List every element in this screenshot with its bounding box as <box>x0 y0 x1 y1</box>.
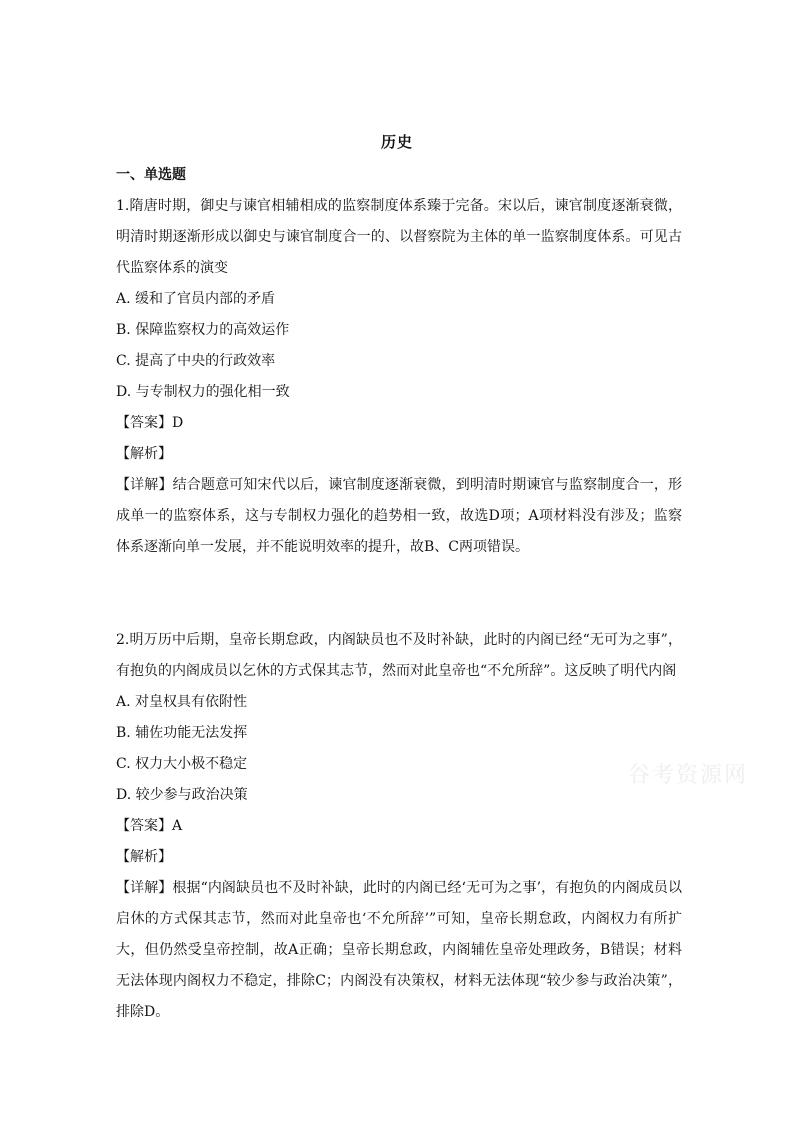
analysis-label: 【解析】 <box>116 446 172 462</box>
option-c: C. 权力大小极不稳定 <box>116 756 248 772</box>
detail-explanation: 【详解】结合题意可知宋代以后，谏官制度逐渐衰微，到明清时期谏官与监察制度合一，形成单一的监察体系，这与专制权力强化的趋势相一致，故选D项；A项材料没有涉及；监察体系逐渐向单一发展，并不能说明效率的提升，故B、C两项错误。 <box>116 477 682 555</box>
answer-line: 【答案】A <box>116 818 183 834</box>
question-1 <box>116 191 682 563</box>
option-d: D. 较少参与政治决策 <box>116 787 248 803</box>
question-stem: 2.明万历中后期，皇帝长期怠政，内阁缺员也不及时补缺，此时的内阁已经“无可为之事”，有抱负的内阁成员以乞休的方式保其志节，然而对此皇帝也“不允所辞”。这反映了明代内阁 <box>116 632 682 679</box>
document-title: 历史 <box>380 133 413 151</box>
option-b: B. 保障监察权力的高效运作 <box>116 322 290 338</box>
section-heading: 一、单选题 <box>116 167 186 183</box>
option-a: A. 对皇权具有依附性 <box>116 694 248 710</box>
watermark: 谷考资源网 <box>628 763 749 788</box>
option-c: C. 提高了中央的行政效率 <box>116 353 276 369</box>
option-d: D. 与专制权力的强化相一致 <box>116 384 290 400</box>
detail-explanation: 【详解】根据“内阁缺员也不及时补缺，此时的内阁已经‘无可为之事’，有抱负的内阁成员以启休的方式保其志节，然而对此皇帝也‘不允所辞’”可知，皇帝长期怠政，内阁权力有所扩大，但仍然受皇帝控制，故A正确；皇帝长期怠政，内阁辅佐皇帝处理政务，B错误；材料无法体现内阁权力不稳定，排除C；内阁没有决策权，材料无法体现“较少参与政治决策”，排除D。 <box>116 880 682 1020</box>
answer-line: 【答案】D <box>116 415 184 431</box>
question-2 <box>116 625 682 1028</box>
question-stem: 1.隋唐时期，御史与谏官相辅相成的监察制度体系臻于完备。宋以后，谏官制度逐渐衰微，明清时期逐渐形成以御史与谏官制度合一的、以督察院为主体的单一监察制度体系。可见古代监察体系的演变 <box>116 198 682 276</box>
option-a: A. 缓和了官员内部的矛盾 <box>116 291 276 307</box>
analysis-label: 【解析】 <box>116 849 172 865</box>
option-b: B. 辅佐功能无法发挥 <box>116 725 248 741</box>
